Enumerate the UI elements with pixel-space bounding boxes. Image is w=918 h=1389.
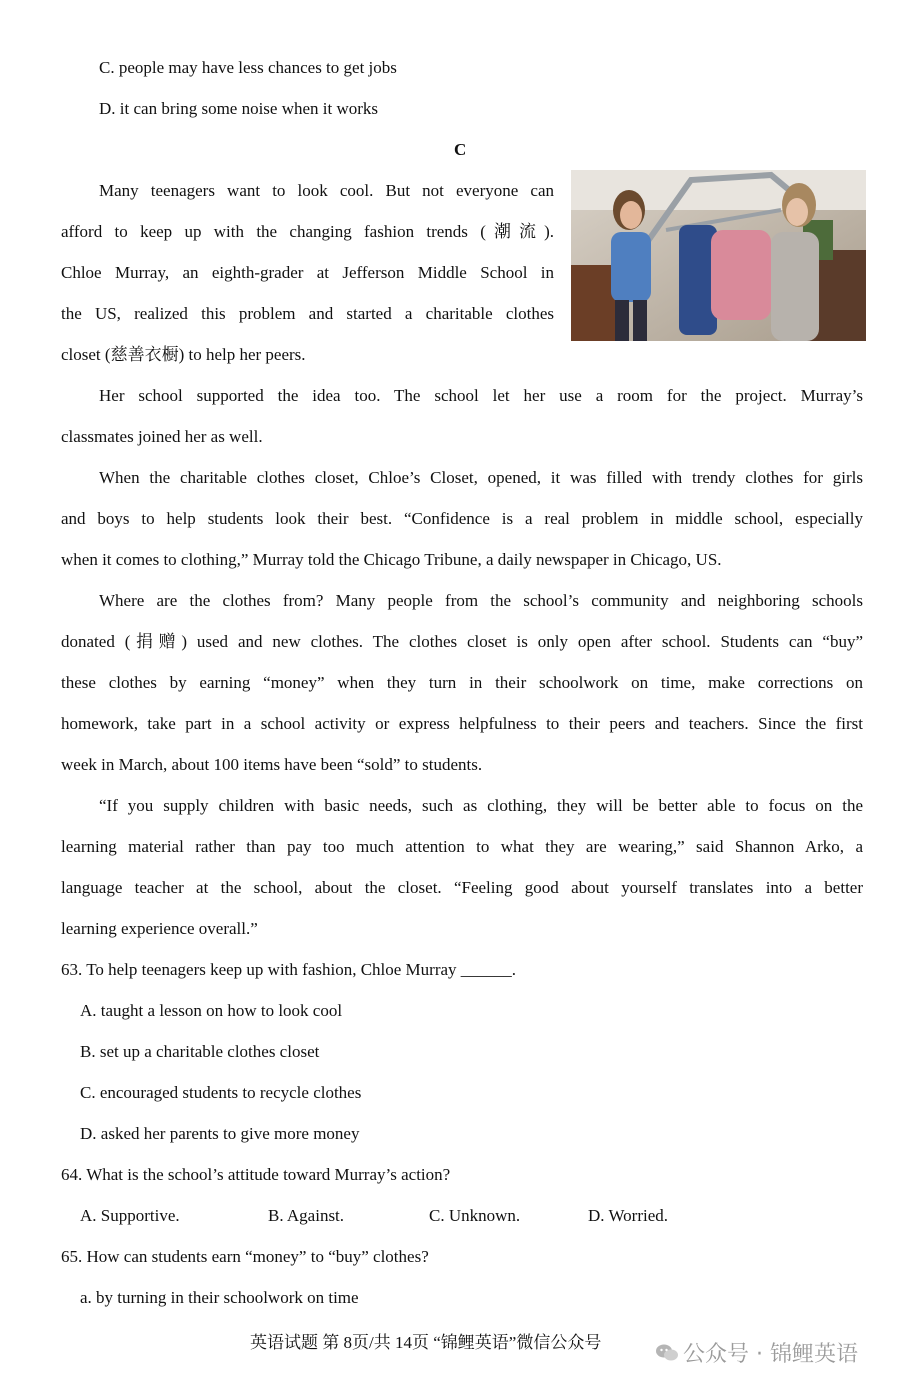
wechat-icon [655,1343,679,1363]
passage-p1-line-2: afford to keep up with the changing fashion trends (潮流). [61,222,554,241]
passage-p5-line-2: learning material rather than pay too much attention to what they are wearing,” said Shannon Arko, a [61,837,863,856]
question-64-option-b: B. Against. [268,1206,345,1225]
question-63-option-b: B. set up a charitable clothes closet [80,1042,320,1061]
passage-p1-line-1: Many teenagers want to look cool. But not everyone can [99,181,554,200]
question-63-stem: 63. To help teenagers keep up with fashion, Chloe Murray ______. [61,960,517,979]
question-63-option-d: D. asked her parents to give more money [80,1124,360,1143]
question-63-option-a: A. taught a lesson on how to look cool [80,1001,343,1020]
passage-p3-line-1: When the charitable clothes closet, Chloe’s Closet, opened, it was filled with trendy clothes for girls [99,468,863,487]
section-heading: C [454,140,467,159]
passage-p2-line-2: classmates joined her as well. [61,427,263,446]
photo-girls-with-clothes-rack [571,170,866,341]
passage-p2-line-1: Her school supported the idea too. The school let her use a room for the project. Murray’s [99,386,863,405]
passage-p5-line-4: learning experience overall.” [61,919,258,938]
passage-p1-line-3: Chloe Murray, an eighth-grader at Jefferson Middle School in [61,263,554,282]
prev-option-c: C. people may have less chances to get jobs [99,58,397,77]
question-64-option-d: D. Worried. [588,1206,668,1225]
passage-p5-line-1: “If you supply children with basic needs, such as clothing, they will be better able to focus on the [99,796,863,815]
question-64-option-c: C. Unknown. [429,1206,521,1225]
question-64-option-a: A. Supportive. [80,1206,180,1225]
passage-p5-line-3: language teacher at the school, about the closet. “Feeling good about yourself translates into a better [61,878,863,897]
question-65-stem: 65. How can students earn “money” to “buy” clothes? [61,1247,429,1266]
question-63-option-c: C. encouraged students to recycle clothes [80,1083,362,1102]
passage-p3-line-2: and boys to help students look their best. “Confidence is a real problem in middle school, especially [61,509,863,528]
page-footer: 英语试题 第 8页/共 14页 “锦鲤英语”微信公众号 [250,1333,602,1352]
watermark [655,1337,858,1368]
passage-p4-line-1: Where are the clothes from? Many people from the school’s community and neighboring schools [99,591,863,610]
passage-p1-line-5: closet (慈善衣橱) to help her peers. [61,345,306,364]
question-65-option-a: a. by turning in their schoolwork on time [80,1288,359,1307]
passage-p4-line-4: homework, take part in a school activity or express helpfulness to their peers and teachers. Since the first [61,714,863,733]
question-64-stem: 64. What is the school’s attitude toward Murray’s action? [61,1165,451,1184]
passage-p4-line-3: these clothes by earning “money” when they turn in their schoolwork on time, make corrections on [61,673,863,692]
watermark-text: 公众号 · 锦鲤英语 [683,1342,858,1367]
prev-option-d: D. it can bring some noise when it works [99,99,379,118]
passage-p3-line-3: when it comes to clothing,” Murray told the Chicago Tribune, a daily newspaper in Chicago, US. [61,550,722,569]
passage-p4-line-5: week in March, about 100 items have been “sold” to students. [61,755,483,774]
passage-p1-line-4: the US, realized this problem and started a charitable clothes [61,304,554,323]
passage-p4-line-2: donated (捐赠) used and new clothes. The clothes closet is only open after school. Students can “buy” [61,632,863,651]
